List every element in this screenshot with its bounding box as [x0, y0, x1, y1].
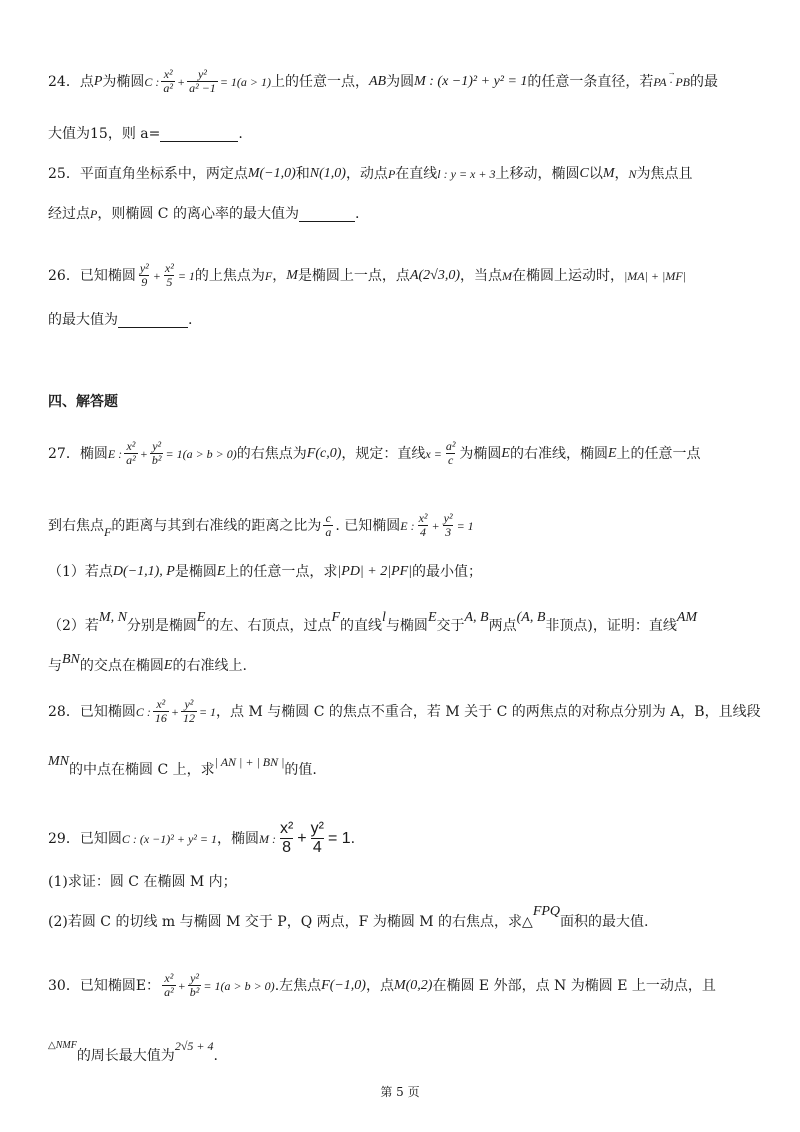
text: 的值.	[284, 762, 317, 778]
question-27-part-1	[48, 562, 760, 582]
operator: +	[297, 829, 307, 847]
page-number: 第 5 页	[380, 1085, 420, 1099]
text: (2)若圆 C 的切线 m 与椭圆 M 交于 P，Q 两点，F 为椭圆 M 的右焦点，求△	[48, 914, 533, 930]
operator: +	[431, 518, 440, 533]
denominator: c	[447, 453, 454, 467]
math-var: E	[501, 445, 510, 461]
text: ，点	[365, 977, 394, 994]
numerator: x²	[126, 439, 136, 453]
text: 已知椭圆	[79, 267, 136, 284]
text: 非顶点)，证明：直线	[545, 618, 677, 634]
math-expr: = 1	[198, 704, 217, 719]
question-number: 27．	[48, 445, 80, 462]
text: 在直线	[395, 166, 438, 182]
text: ，椭圆	[216, 830, 259, 847]
math-expr: = 1	[177, 268, 195, 283]
numerator: y²	[443, 511, 453, 525]
text: ，规定：直线	[341, 445, 426, 462]
denominator: 4	[420, 525, 427, 539]
text: 与	[48, 658, 62, 674]
math-expr: M(−1,0)	[247, 166, 296, 181]
math-var: A, B	[464, 610, 489, 625]
numerator: x²	[164, 971, 174, 985]
math-expr: A(2√3,0)	[409, 267, 460, 283]
numerator: y²	[190, 971, 200, 985]
text: (1)求证：圆 C 在椭圆 M 内；	[48, 874, 237, 890]
question-28-line-1	[48, 698, 760, 725]
question-27-line-1	[48, 440, 760, 467]
math-var: AB	[369, 73, 387, 89]
fraction	[163, 262, 176, 289]
denominator: b²	[189, 985, 200, 999]
fraction	[278, 820, 295, 857]
denominator: 4	[312, 839, 322, 856]
denominator: a²	[163, 81, 173, 95]
math-var: (A, B	[516, 610, 546, 625]
question-25-line-2	[48, 204, 760, 224]
question-26-line-2	[48, 310, 760, 330]
text: 分别是椭圆	[126, 618, 197, 634]
math-var: BN	[62, 652, 80, 667]
text: 经过点	[48, 206, 90, 222]
question-29-part-2	[48, 904, 760, 932]
fraction	[162, 972, 176, 999]
text: 上的任意一点，	[271, 73, 369, 90]
operator: +	[170, 704, 179, 719]
text: 在椭圆 E 外部，点 N 为椭圆 E 上一动点，且	[432, 977, 716, 994]
math-var: M	[602, 166, 615, 181]
math-expr: M : (x −1)² + y² = 1	[414, 73, 528, 89]
math-var: M	[286, 267, 298, 283]
text: 交于	[436, 618, 465, 634]
text: ，	[272, 267, 287, 284]
math-expr: M(0,2)	[393, 977, 433, 993]
math-var: M	[502, 268, 512, 283]
question-28-line-2	[48, 754, 760, 780]
math-expr: l : y = x + 3	[437, 167, 496, 181]
question-27-part-2-line-2	[48, 652, 760, 676]
math-expr: = 1(a > 1)	[219, 74, 271, 89]
answer-blank[interactable]	[118, 313, 188, 328]
text: 点	[79, 73, 94, 90]
math-var: P	[387, 167, 396, 181]
text: .左焦点	[274, 977, 322, 994]
math-var: F	[264, 268, 273, 283]
denominator: 16	[154, 711, 167, 725]
math-var: E	[607, 445, 617, 461]
numerator: x²	[279, 820, 294, 837]
text: 的直线	[340, 618, 383, 634]
math-var: M, N	[98, 610, 127, 625]
math-var: △NMF	[48, 1040, 77, 1051]
vector-dot-product: → PA · PB	[653, 72, 690, 92]
math-var: P	[90, 207, 98, 221]
text: 大值为15，则 a=	[48, 126, 161, 142]
math-expr: = 1	[327, 829, 351, 847]
text: . 已知椭圆	[335, 517, 401, 534]
text: 的最大值为	[48, 312, 118, 328]
text: 面积的最大值.	[560, 914, 649, 930]
text: 的交点在椭圆	[79, 658, 164, 674]
answer-blank[interactable]	[299, 207, 355, 222]
text: 已知椭圆	[79, 703, 136, 720]
operator: +	[177, 74, 186, 89]
fraction	[181, 698, 197, 725]
section-heading: 四、解答题	[48, 394, 118, 410]
question-29-part-1	[48, 872, 760, 892]
math-label: E：	[135, 977, 161, 994]
fraction	[153, 698, 169, 725]
text: .	[213, 1048, 218, 1064]
question-24-line-1	[48, 68, 760, 95]
question-number: 24．	[48, 73, 80, 90]
math-label: M :	[258, 831, 276, 846]
numerator: x²	[164, 261, 174, 275]
denominator: 9	[141, 275, 148, 289]
text: 以	[588, 166, 603, 182]
question-25-line-1	[48, 164, 760, 184]
question-30-line-2	[48, 1039, 760, 1066]
numerator: x²	[418, 511, 428, 525]
text: 的距离与其到右准线的距离之比为	[111, 517, 322, 534]
operator: +	[177, 978, 186, 993]
denominator: 5	[166, 275, 173, 289]
fraction	[138, 262, 151, 289]
text: 为椭圆	[102, 73, 145, 90]
text: ，点 M 与椭圆 C 的焦点不重合，若 M 关于 C 的两焦点的对称点分别为 A，B，且线段	[216, 703, 761, 720]
math-var: P	[93, 73, 103, 89]
math-expr: x =	[425, 446, 442, 461]
numerator: y²	[139, 261, 149, 275]
text: 已知椭圆	[79, 977, 136, 994]
text: 椭圆	[79, 445, 108, 462]
denominator: a	[325, 525, 332, 539]
text: 的右准线上.	[172, 658, 247, 674]
math-expr: = 1	[456, 518, 474, 533]
fraction	[417, 512, 430, 539]
fraction	[323, 512, 333, 539]
math-label: E :	[400, 518, 415, 533]
denominator: 8	[282, 839, 292, 856]
text: ，则椭圆 C 的离心率的最大值为	[97, 206, 299, 222]
math-var: E	[163, 658, 173, 673]
numerator: y²	[184, 697, 194, 711]
text: 到右焦点	[48, 517, 104, 534]
numerator: y²	[310, 820, 324, 837]
math-var: E	[196, 610, 206, 625]
question-number: 30．	[48, 977, 80, 994]
denominator: 12	[182, 711, 195, 725]
math-var: E	[427, 610, 437, 625]
denominator: b²	[151, 453, 162, 467]
text: （1）若点	[48, 564, 113, 580]
text: 与椭圆	[385, 618, 428, 634]
text: （2）若	[48, 618, 99, 634]
math-expr: F(−1,0)	[321, 977, 366, 993]
math-var: MN	[48, 754, 69, 769]
math-var: N	[628, 167, 637, 181]
denominator: a²	[126, 453, 136, 467]
text: ，	[614, 166, 629, 182]
math-expr: D(−1,1), P	[112, 564, 175, 579]
text: 的中点在椭圆 C 上，求	[69, 762, 215, 778]
text: 的左、右顶点，过点	[205, 618, 332, 634]
text: .	[350, 830, 356, 847]
question-24-line-2	[48, 124, 760, 144]
question-27-part-2	[48, 610, 760, 636]
text: 平面直角坐标系中，两定点	[79, 166, 248, 182]
text: .	[188, 312, 193, 328]
math-expr: = 1(a > b > 0)	[203, 978, 275, 993]
text: 已知圆	[79, 830, 122, 847]
fraction	[444, 440, 458, 467]
fraction	[188, 972, 202, 999]
text: 上的任意一点	[616, 445, 701, 462]
text: 上移动，椭圆	[495, 166, 580, 182]
question-29-line-1	[48, 820, 760, 857]
math-label: E :	[107, 446, 123, 461]
question-27-line-2	[48, 512, 760, 539]
question-number: 28．	[48, 703, 80, 720]
fraction	[187, 68, 218, 95]
text: ，动点	[345, 166, 388, 182]
text: 的右焦点为	[236, 445, 307, 462]
operator: +	[139, 446, 148, 461]
question-number: 29．	[48, 830, 80, 847]
denominator: a² −1	[189, 81, 216, 95]
text: 的任意一条直径，若	[527, 73, 654, 90]
question-number: 26．	[48, 267, 80, 284]
fraction	[161, 68, 175, 95]
denominator: a²	[164, 985, 174, 999]
math-var: F	[331, 610, 341, 625]
question-number: 25．	[48, 166, 80, 182]
math-var: C	[579, 166, 589, 181]
numerator: y²	[197, 67, 207, 81]
text: 是椭圆上一点，点	[297, 267, 410, 284]
text: 两点	[488, 618, 517, 634]
text: 是椭圆	[174, 564, 217, 580]
fraction	[150, 440, 164, 467]
text: 为圆	[386, 73, 415, 90]
numerator: x²	[163, 67, 173, 81]
fraction	[309, 820, 326, 857]
math-var: F	[104, 524, 112, 539]
numerator: c	[325, 511, 331, 525]
text: 为椭圆	[459, 445, 502, 462]
math-label: C :	[144, 74, 160, 89]
text: 为焦点且	[636, 166, 693, 182]
numerator: x²	[156, 697, 166, 711]
math-expr: C : (x −1)² + y² = 1	[121, 831, 217, 846]
text: 的最小值；	[412, 564, 483, 580]
math-expr: 2√5 + 4	[174, 1039, 214, 1053]
text: .	[354, 206, 360, 222]
text: 上的任意一点，求	[225, 564, 338, 580]
math-var: AM	[676, 610, 698, 625]
numerator: y²	[152, 439, 162, 453]
text: .	[238, 126, 243, 142]
math-expr: = 1(a > b > 0)	[165, 446, 237, 461]
fraction	[442, 512, 455, 539]
text: 的右准线，椭圆	[509, 445, 608, 462]
question-26-line-1	[48, 262, 760, 289]
text: 的最	[689, 73, 718, 90]
math-expr: |PD| + 2|PF|	[337, 564, 413, 579]
text: 和	[295, 166, 310, 182]
text: 的上焦点为	[194, 267, 265, 284]
denominator: 3	[445, 525, 452, 539]
answer-blank[interactable]	[160, 127, 238, 142]
math-var: FPQ	[532, 904, 561, 919]
text: 在椭圆上运动时，	[512, 267, 624, 284]
math-expr: |MA| + |MF|	[624, 268, 686, 283]
math-expr: F(c,0)	[306, 445, 342, 461]
question-30-line-1	[48, 972, 760, 999]
numerator: a²	[445, 439, 456, 453]
text: 的周长最大值为	[76, 1048, 175, 1064]
operator: +	[152, 268, 161, 283]
math-var: l	[382, 610, 386, 625]
fraction	[124, 440, 138, 467]
math-expr: N(1,0)	[309, 166, 346, 181]
math-var: E	[216, 564, 226, 579]
math-expr: | AN | + | BN |	[214, 755, 285, 769]
math-label: C :	[135, 704, 151, 719]
text: ，当点	[460, 267, 502, 284]
